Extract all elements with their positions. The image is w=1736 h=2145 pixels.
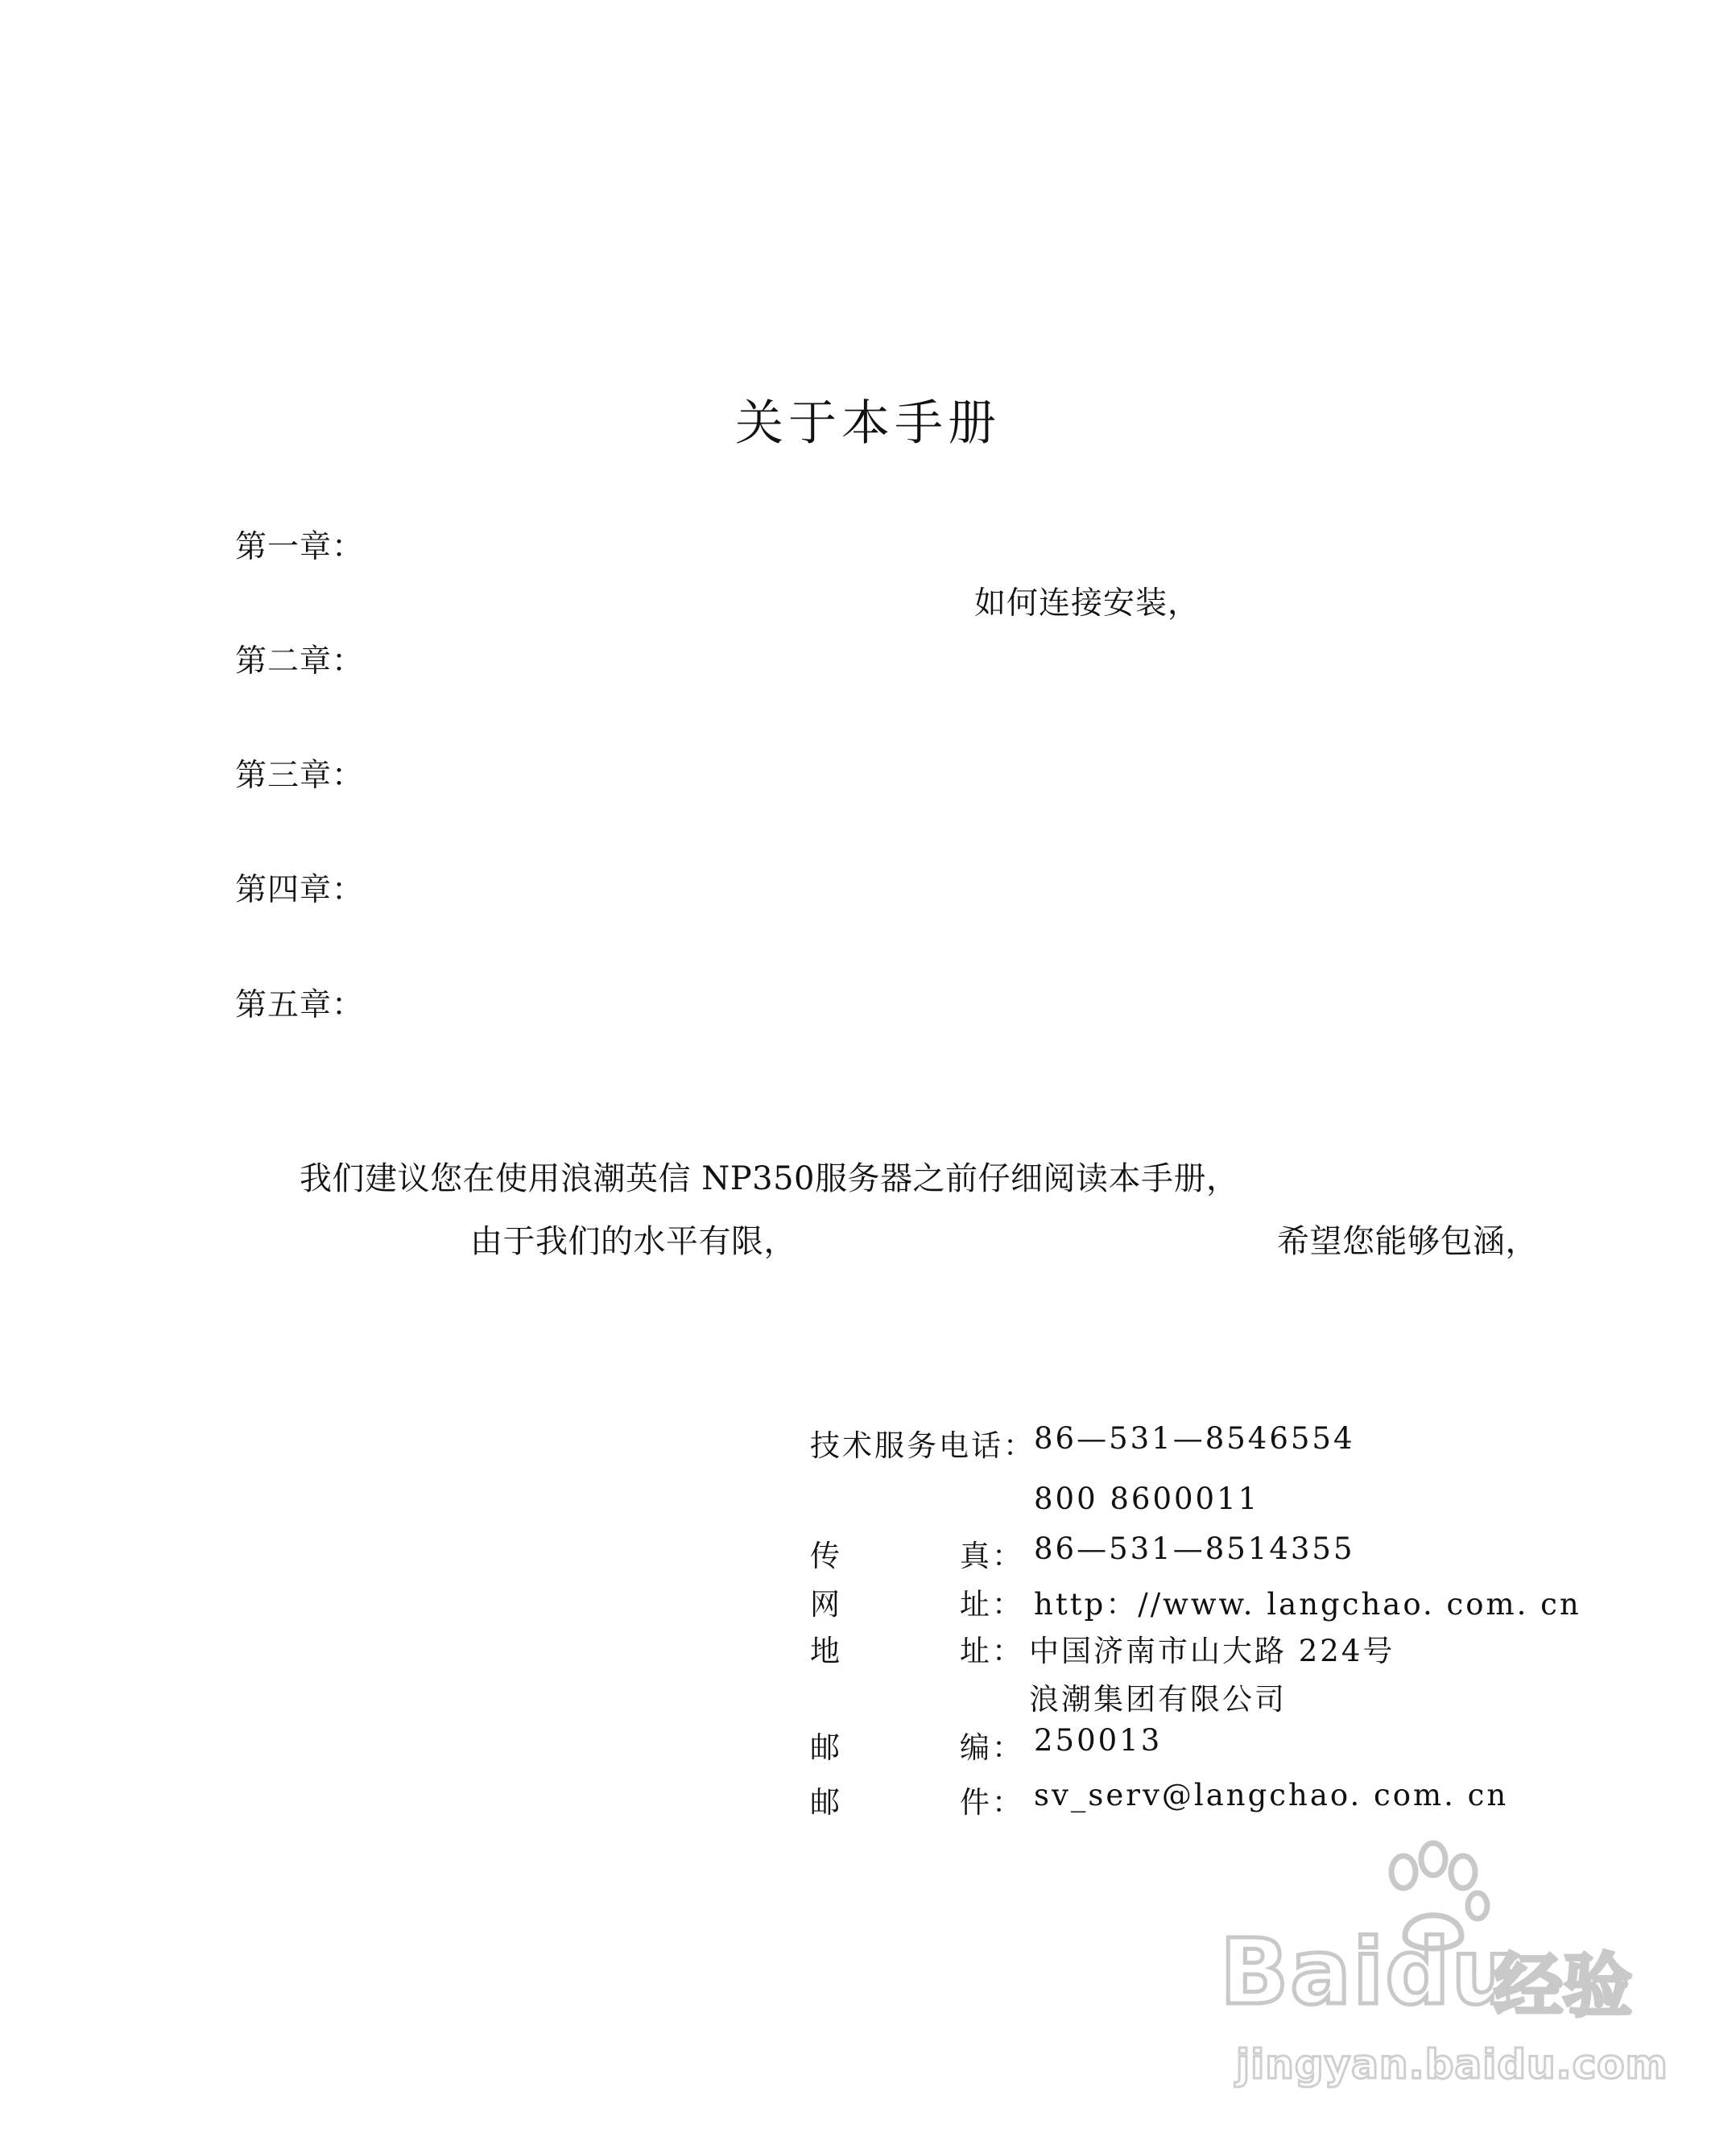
chapter-5-label: 第五章： [235, 987, 365, 1023]
baidu-jingyan-watermark [1220, 1840, 1668, 2106]
phone-1: 86—531—8546554 [1034, 1421, 1355, 1456]
watermark-url: jingyan.baidu.com [1236, 2041, 1668, 2088]
email-label-a: 邮 [810, 1785, 842, 1820]
website-link: http：//www. langchao. com. cn [1034, 1587, 1581, 1622]
address-label-b: 址： [960, 1634, 1024, 1668]
chapter-4-label: 第四章： [235, 872, 365, 908]
fax-value: 86—531—8514355 [1034, 1531, 1355, 1566]
advice-line-2-right: 希望您能够包涵， [1277, 1223, 1538, 1260]
advice-line-1: 我们建议您在使用浪潮英信 NP350服务器之前仔细阅读本手册， [300, 1160, 1239, 1197]
watermark-brand: Baidu [1220, 1920, 1518, 2025]
email-label-b: 件： [960, 1785, 1024, 1820]
address-line-1: 中国济南市山大路 224号 [1029, 1634, 1395, 1668]
fax-label-a: 传 [810, 1539, 842, 1573]
postcode-label-a: 邮 [810, 1730, 842, 1765]
watermark-brand-cn: 经验 [1494, 1946, 1632, 2027]
phone-2: 800 8600011 [1034, 1482, 1260, 1516]
postcode-label-b: 编： [960, 1730, 1024, 1765]
address-line-2: 浪潮集团有限公司 [1029, 1682, 1287, 1717]
web-label-b: 址： [960, 1587, 1024, 1622]
chapter-1-description: 如何连接安装， [974, 585, 1201, 622]
web-label-a: 网 [810, 1587, 842, 1622]
chapter-1-label: 第一章： [235, 529, 365, 565]
phone-label: 技术服务电话： [810, 1428, 1035, 1463]
advice-line-2-left: 由于我们的水平有限， [470, 1223, 796, 1260]
address-label-a: 地 [810, 1634, 842, 1668]
postcode-value: 250013 [1034, 1723, 1163, 1758]
page-title: 关于本手册 [735, 395, 1001, 452]
chapter-2-label: 第二章： [235, 643, 365, 680]
chapter-3-label: 第三章： [235, 758, 365, 794]
email-value: sv_serv@langchao. com. cn [1034, 1778, 1509, 1812]
fax-label-b: 真： [960, 1539, 1024, 1573]
